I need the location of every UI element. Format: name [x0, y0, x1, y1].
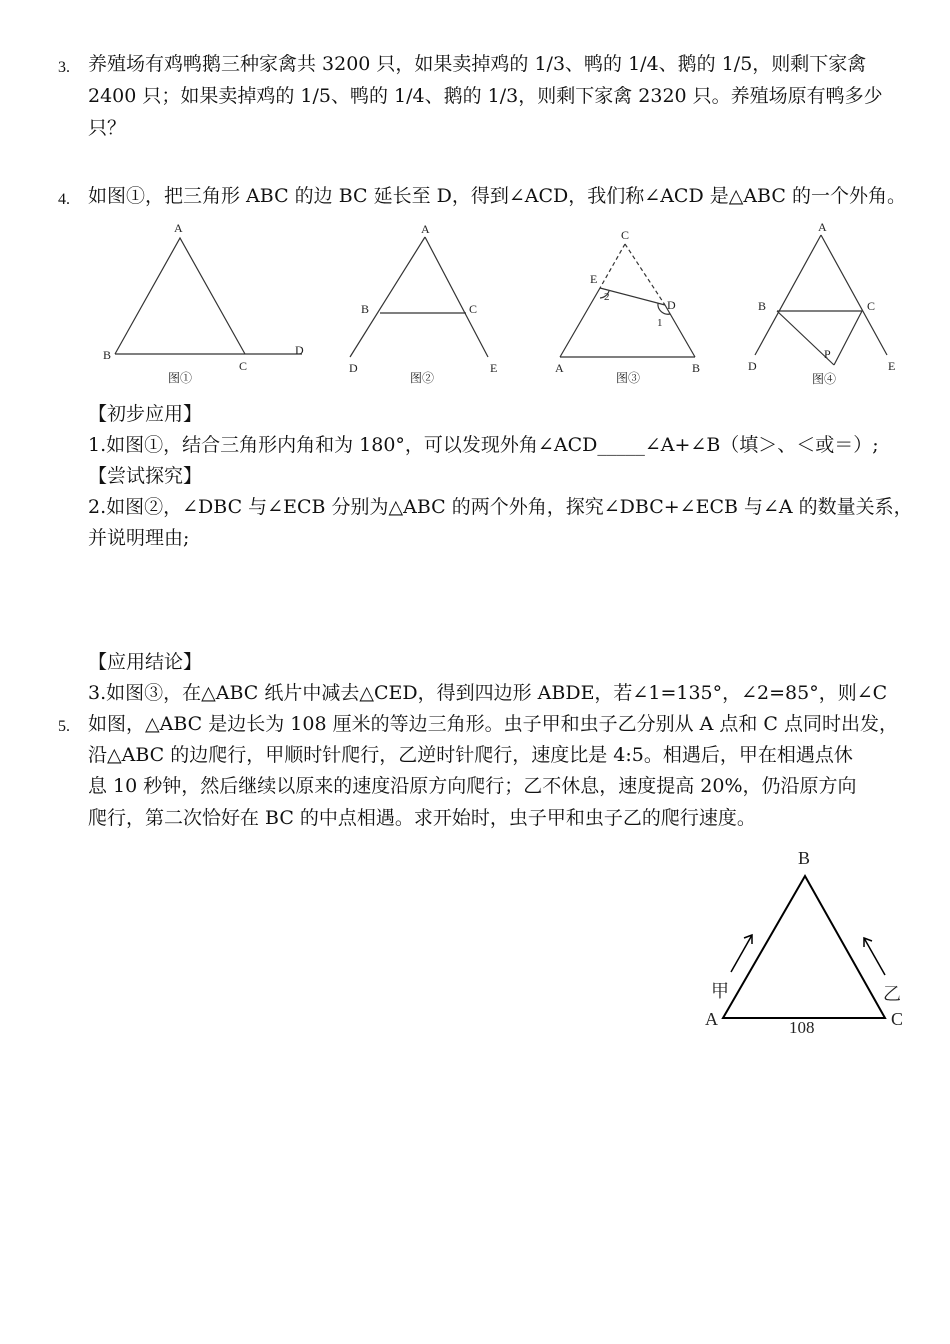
fig3-bd	[665, 305, 695, 357]
fig4-caption: 图④	[812, 372, 837, 386]
fig1-triangle-sides	[115, 238, 245, 354]
fig1-label-a: A	[174, 221, 183, 235]
q5-line-1: 如图，△ABC 是边长为 108 厘米的等边三角形。虫子甲和虫子乙分别从 A 点和 C 点同时出发，	[88, 713, 898, 735]
q4-number: 4.	[58, 191, 70, 208]
q4-section-1-title: 【初步应用】	[88, 403, 203, 425]
fig5-triangle	[723, 876, 885, 1018]
fig5-bug-jia: 甲	[711, 981, 729, 1001]
fig5-label-c: C	[891, 1009, 904, 1029]
fig4-label-c: C	[867, 299, 876, 313]
q4-section-3-title: 【应用结论】	[88, 651, 203, 673]
q4-section-2-line-2: 并说明理由;	[88, 527, 190, 549]
fig2-label-c: C	[469, 302, 478, 316]
fig4-label-d: D	[748, 359, 757, 373]
fig3-label-e: E	[590, 272, 598, 286]
fig3-angle-2-label: 2	[604, 291, 610, 303]
fig3-label-d: D	[667, 298, 676, 312]
fig4-label-a: A	[818, 220, 827, 234]
fig1-label-c: C	[239, 359, 248, 373]
fig5-label-b: B	[798, 848, 811, 868]
fig4-line-ae	[821, 235, 887, 355]
q4-intro: 如图①，把三角形 ABC 的边 BC 延长至 D，得到∠ACD，我们称∠ACD 是△ABC 的一个外角。	[88, 185, 906, 207]
fig1-label-b: B	[103, 348, 112, 362]
figure-1	[115, 238, 302, 354]
q5-number: 5.	[58, 718, 70, 735]
fig3-label-b: B	[692, 361, 701, 375]
fig1-caption: 图①	[168, 371, 193, 385]
q4-section-2-line-1: 2.如图②，∠DBC 与∠ECB 分别为△ABC 的两个外角，探究∠DBC+∠ECB 与∠A 的数量关系，	[88, 496, 913, 518]
fig4-label-e: E	[888, 359, 896, 373]
fig3-ed	[600, 288, 665, 305]
fig4-cp	[834, 311, 862, 365]
q3-line-2: 2400 只；如果卖掉鸡的 1/5、鸭的 1/4、鹅的 1/3，则剩下家禽 2320 只。养殖场原有鸭多少	[88, 85, 883, 107]
fig3-removed-triangle	[600, 244, 665, 305]
q5-line-4: 爬行，第二次恰好在 BC 的中点相遇。求开始时，虫子甲和虫子乙的爬行速度。	[88, 807, 756, 829]
fig4-label-b: B	[758, 299, 767, 313]
fig3-caption: 图③	[616, 371, 641, 385]
fig2-label-b: B	[361, 302, 370, 316]
figure-5	[723, 876, 885, 1018]
fig2-label-a: A	[421, 222, 430, 236]
q3-line-1: 养殖场有鸡鸭鹅三种家禽共 3200 只，如果卖掉鸡的 1/3、鸭的 1/4、鹅的 1/5，则剩下家禽	[88, 53, 867, 75]
q3-line-3: 只？	[88, 117, 127, 139]
fig5-label-a: A	[705, 1009, 718, 1029]
figure-2	[350, 237, 488, 357]
q3-number: 3.	[58, 59, 70, 76]
fig3-ea	[560, 288, 600, 357]
q5-line-2: 沿△ABC 的边爬行，甲顺时针爬行，乙逆时针爬行，速度比是 4:5。相遇后，甲在相遇点休	[88, 744, 853, 766]
fig3-label-a: A	[555, 361, 564, 375]
q4-section-1-text: 1.如图①，结合三角形内角和为 180°，可以发现外角∠ACD_____∠A+∠B（填＞、＜或＝）;	[88, 434, 879, 456]
fig5-arrow-right-shaft	[864, 938, 885, 975]
q5-line-3: 息 10 秒钟，然后继续以原来的速度沿原方向爬行；乙不休息，速度提高 20%，仍沿原方向	[88, 775, 857, 797]
fig1-label-d: D	[295, 343, 304, 357]
q4-section-3-text: 3.如图③，在△ABC 纸片中减去△CED，得到四边形 ABDE，若∠1=135°，∠2=85°，则∠C	[88, 682, 888, 704]
fig2-caption: 图②	[410, 371, 435, 385]
fig5-bug-yi: 乙	[883, 984, 901, 1004]
fig5-side-length: 108	[789, 1018, 815, 1037]
fig3-label-c: C	[621, 228, 630, 242]
fig2-label-e: E	[490, 361, 498, 375]
fig4-line-ad	[755, 235, 821, 355]
q4-section-2-title: 【尝试探究】	[88, 465, 203, 487]
fig4-label-p: P	[824, 347, 831, 361]
fig2-label-d: D	[349, 361, 358, 375]
fig5-arrow-left-shaft	[731, 935, 752, 972]
fig3-angle-1-label: 1	[657, 317, 663, 329]
fig2-line-ad	[350, 237, 425, 357]
fig2-line-ae	[425, 237, 488, 357]
